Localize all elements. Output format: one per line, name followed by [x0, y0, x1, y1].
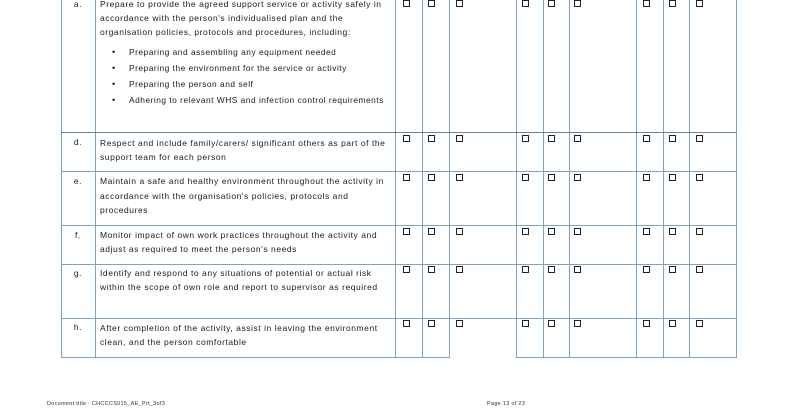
checkbox[interactable]: [403, 174, 410, 181]
checkbox[interactable]: [522, 320, 529, 327]
checkbox[interactable]: [456, 135, 463, 142]
checkbox[interactable]: [456, 266, 463, 273]
footer-page-number: Page 13 of 23: [487, 401, 526, 407]
criterion-bullet-list: [100, 45, 392, 107]
criterion-text: [100, 0, 392, 109]
checkbox[interactable]: [403, 266, 410, 273]
checkbox[interactable]: [574, 0, 581, 7]
checkbox[interactable]: [456, 174, 463, 181]
criterion-description: After completion of the activity, assist in leaving the environment clean, and the person comfortable: [100, 323, 378, 347]
checkbox[interactable]: [643, 320, 650, 327]
table-divider: [516, 0, 517, 357]
checkbox[interactable]: [643, 135, 650, 142]
criterion-description: Identify and respond to any situations of potential or actual risk within the scope of own role and report to supervisor as required: [100, 268, 378, 292]
checkbox[interactable]: [428, 320, 435, 327]
checkbox[interactable]: [669, 174, 676, 181]
footer-document-title: Document title : CHCCCS015_AE_Prt_3of3: [47, 401, 166, 407]
row-label: a.: [73, 0, 83, 9]
checkbox[interactable]: [643, 0, 650, 7]
table-divider: [422, 0, 423, 357]
table-border-bottom: [61, 357, 450, 358]
checkbox[interactable]: [643, 266, 650, 273]
checkbox[interactable]: [643, 174, 650, 181]
checkbox[interactable]: [522, 228, 529, 235]
checkbox[interactable]: [548, 266, 555, 273]
checkbox[interactable]: [403, 228, 410, 235]
checkbox[interactable]: [428, 174, 435, 181]
checkbox[interactable]: [522, 0, 529, 7]
bullet-item: • Adhering to relevant WHS and infection control requirements: [100, 93, 392, 107]
checkbox[interactable]: [669, 266, 676, 273]
checkbox[interactable]: [428, 135, 435, 142]
criterion-text: [100, 228, 392, 256]
row-separator: [61, 318, 737, 319]
bullet-item: • Preparing the environment for the service or activity: [100, 61, 392, 75]
checkbox[interactable]: [574, 174, 581, 181]
checkbox[interactable]: [456, 0, 463, 7]
checkbox[interactable]: [428, 228, 435, 235]
checkbox[interactable]: [522, 266, 529, 273]
checkbox[interactable]: [643, 228, 650, 235]
table-divider: [449, 0, 450, 357]
checkbox[interactable]: [669, 320, 676, 327]
row-label: h.: [73, 322, 83, 332]
checkbox[interactable]: [456, 228, 463, 235]
checkbox[interactable]: [696, 135, 703, 142]
checkbox[interactable]: [669, 135, 676, 142]
checkbox[interactable]: [574, 228, 581, 235]
table-border-bottom: [516, 357, 737, 358]
checkbox[interactable]: [428, 266, 435, 273]
table-divider: [395, 0, 396, 357]
table-border-right: [736, 0, 737, 357]
checkbox[interactable]: [574, 135, 581, 142]
checkbox[interactable]: [548, 174, 555, 181]
checkbox[interactable]: [548, 0, 555, 7]
checkbox[interactable]: [522, 174, 529, 181]
checkbox[interactable]: [696, 228, 703, 235]
criterion-description: Respect and include family/carers/ significant others as part of the support team for each person: [100, 138, 386, 162]
checkbox[interactable]: [403, 135, 410, 142]
checkbox[interactable]: [574, 266, 581, 273]
criterion-text: [100, 136, 392, 164]
checkbox[interactable]: [522, 135, 529, 142]
checkbox[interactable]: [696, 174, 703, 181]
checkbox[interactable]: [574, 320, 581, 327]
table-divider: [663, 0, 664, 357]
checkbox[interactable]: [403, 320, 410, 327]
checkbox[interactable]: [548, 228, 555, 235]
row-separator: [61, 225, 737, 226]
row-label: e.: [73, 176, 83, 186]
row-separator: [61, 132, 737, 133]
checkbox[interactable]: [696, 320, 703, 327]
row-separator: [61, 264, 737, 265]
criterion-text: [100, 174, 392, 218]
checkbox[interactable]: [456, 320, 463, 327]
table-divider: [95, 0, 96, 357]
table-divider: [543, 0, 544, 357]
checkbox[interactable]: [669, 0, 676, 7]
criterion-description: Monitor impact of own work practices throughout the activity and adjust as required to meet the person's needs: [100, 230, 378, 254]
row-separator: [61, 171, 737, 172]
checkbox[interactable]: [403, 0, 410, 7]
row-label: g.: [73, 268, 83, 278]
bullet-item: • Preparing and assembling any equipment needed: [100, 45, 392, 59]
table-divider: [689, 0, 690, 357]
checkbox[interactable]: [696, 266, 703, 273]
bullet-item: • Preparing the person and self: [100, 77, 392, 91]
criterion-description: Prepare to provide the agreed support service or activity safely in accordance with the person's individualised plan and the organisation policies, protocols and procedures, including:: [100, 0, 382, 37]
row-label: f.: [75, 230, 81, 240]
checkbox[interactable]: [669, 228, 676, 235]
table-divider: [636, 0, 637, 357]
checkbox[interactable]: [548, 320, 555, 327]
checkbox[interactable]: [428, 0, 435, 7]
checkbox[interactable]: [548, 135, 555, 142]
checkbox[interactable]: [696, 0, 703, 7]
criterion-description: Maintain a safe and healthy environment throughout the activity in accordance with the organisation's policies, protocols and procedures: [100, 176, 384, 215]
table-divider: [569, 0, 570, 357]
row-label: d.: [73, 137, 83, 147]
criterion-text: [100, 321, 392, 349]
criterion-text: [100, 266, 392, 294]
